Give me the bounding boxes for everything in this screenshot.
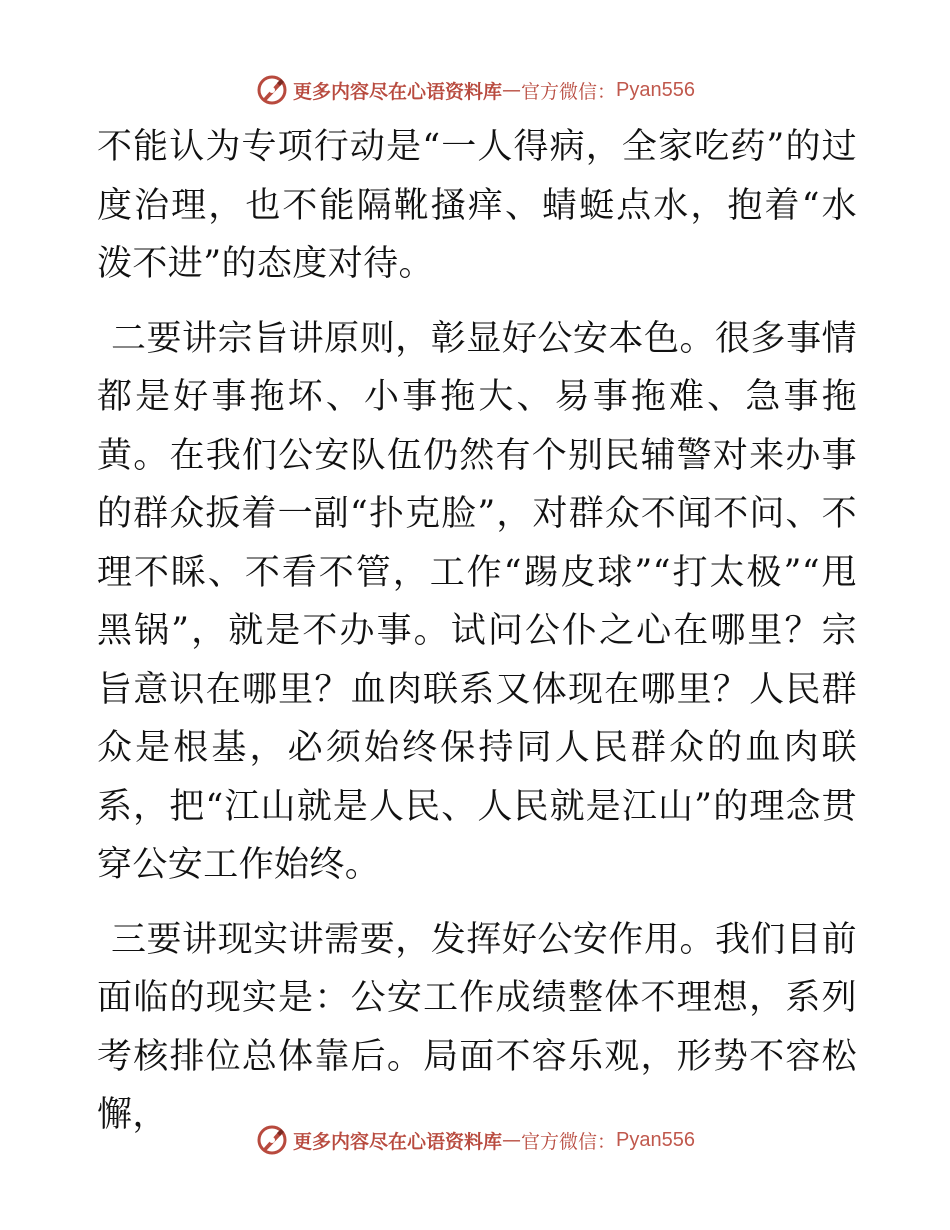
banner-site-name: 更多内容尽在心语资料库 — [293, 80, 503, 103]
header-watermark-banner — [0, 70, 950, 110]
banner-dash: — — [502, 1129, 522, 1151]
banner-wechat-label: 官方微信： — [521, 80, 617, 103]
banner-site-name: 更多内容尽在心语资料库 — [293, 1130, 503, 1153]
banner-wechat-id: Pyan556 — [616, 1128, 695, 1151]
quill-pen-logo-icon — [255, 1123, 289, 1157]
paragraph-3: 三要讲现实讲需要，发挥好公安作用。我们目前面临的现实是：公安工作成绩整体不理想，系列考核排位总体靠后。局面不容乐观，形势不容松懈， — [97, 919, 857, 1135]
banner-wechat-id: Pyan556 — [616, 78, 695, 101]
banner-wechat-label: 官方微信： — [521, 1130, 617, 1153]
quill-pen-logo-icon — [255, 73, 289, 107]
banner-dash: — — [502, 79, 522, 101]
document-body — [97, 118, 857, 1145]
paragraph-1: 不能认为专项行动是“一人得病，全家吃药”的过度治理，也不能隔靴搔痒、蜻蜓点水，抱着“水泼不进”的态度对待。 — [97, 127, 857, 284]
footer-watermark-banner — [0, 1120, 950, 1160]
paragraph-2: 二要讲宗旨讲原则，彰显好公安本色。很多事情都是好事拖坏、小事拖大、易事拖难、急事拖黄。在我们公安队伍仍然有个别民辅警对来办事的群众扳着一副“扑克脸”，对群众不闻不问、不理不睬、不看不管，工作“踢皮球”“打太极”“甩黑锅”，就是不办事。试问公仆之心在哪里？宗旨意识在哪里？血肉联系又体现在哪里？人民群众是根基，必须始终保持同人民群众的血肉联系，把“江山就是人民、人民就是江山”的理念贯穿公安工作始终。 — [97, 318, 857, 885]
